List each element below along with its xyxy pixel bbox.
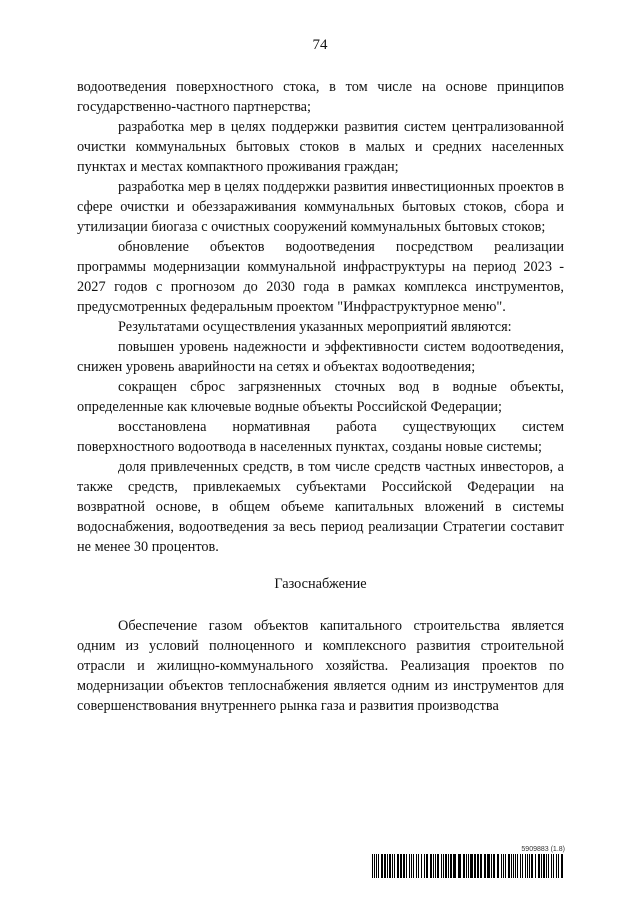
document-code: 5909883 (1.8): [521, 846, 565, 853]
paragraph: водоотведения поверхностного стока, в том числе на основе принципов государственно-частного партнерства;: [77, 79, 564, 115]
paragraph: повышен уровень надежности и эффективности систем водоотведения, снижен уровень аварийности на сетях и объектах водоотведения;: [77, 339, 564, 375]
paragraph: обновление объектов водоотведения посредством реализации программы модернизации коммунальной инфраструктуры на период 2023 - 2027 годов с прогнозом до 2030 года в рамках комплекса инструментов, предусмотренных федеральным проектом "Инфраструктурное меню".: [77, 239, 564, 315]
paragraph: доля привлеченных средств, в том числе средств частных инвесторов, а также средств, привлекаемых субъектами Российской Федерации на возвратной основе, в общем объеме капитальных вложений в системы водоснабжения, водоотведения за весь период реализации Стратегии составит не менее 30 процентов.: [77, 459, 564, 555]
paragraph: разработка мер в целях поддержки развития систем централизованной очистки коммунальных бытовых стоков в малых и средних населенных пунктах и местах компактного проживания граждан;: [77, 119, 564, 175]
paragraph: Обеспечение газом объектов капитального строительства является одним из условий полноценного и комплексного развития строительной отрасли и жилищно-коммунального хозяйства. Реализация проектов по модернизации объектов теплоснабжения является одним из инструментов для совершенствования внутреннего рынка газа и развития производства: [77, 618, 564, 714]
section-heading: Газоснабжение: [274, 576, 367, 592]
page-content: [77, 77, 564, 716]
paragraph: восстановлена нормативная работа существующих систем поверхностного водоотвода в населенных пунктах, созданы новые системы;: [77, 419, 564, 455]
barcode-image: [372, 854, 564, 878]
paragraph: сокращен сброс загрязненных сточных вод в водные объекты, определенные как ключевые водные объекты Российской Федерации;: [77, 379, 564, 415]
paragraph: разработка мер в целях поддержки развития инвестиционных проектов в сфере очистки и обеззараживания коммунальных бытовых стоков, сбора и утилизации биогаза с очистных сооружений коммунальных бытовых стоков;: [77, 179, 564, 235]
paragraph: Результатами осуществления указанных мероприятий являются:: [118, 319, 512, 335]
page-number: 74: [312, 37, 328, 53]
